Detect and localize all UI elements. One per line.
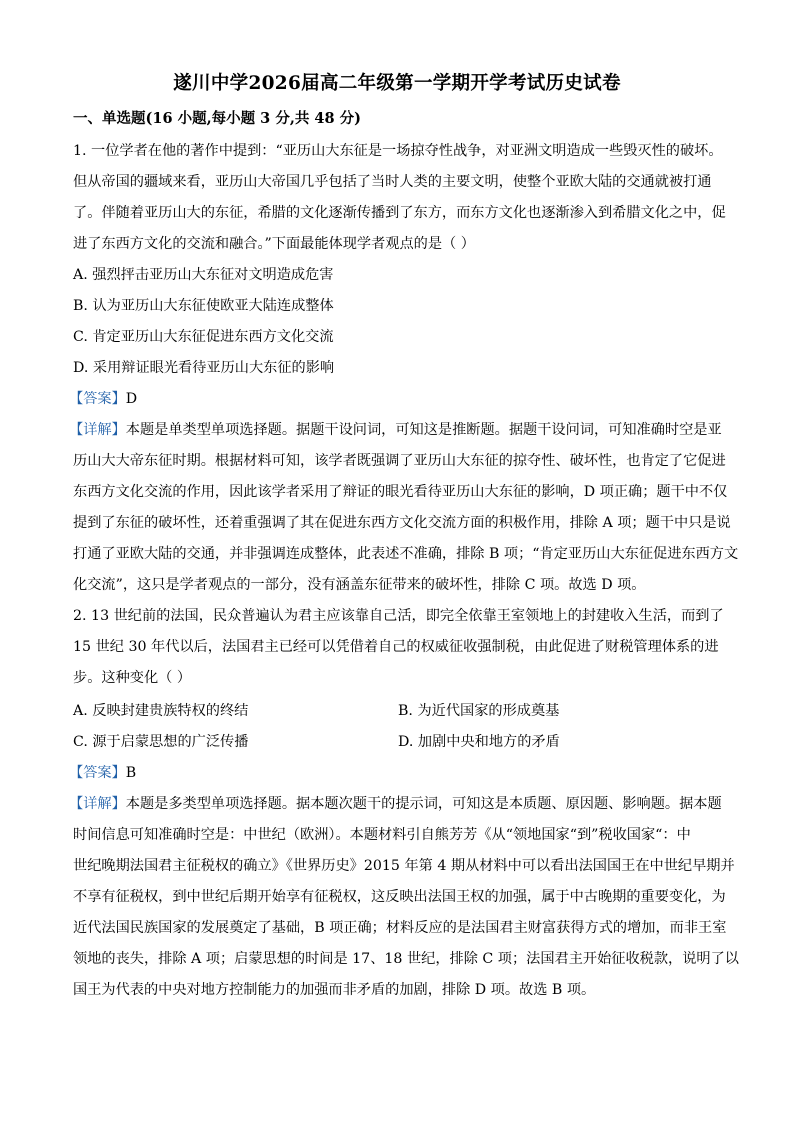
q1-stem-line-1: 1. 一位学者在他的著作中提到：“亚历山大东征是一场掠夺性战争，对亚洲文明造成一些毁灭性的破坏。: [73, 143, 723, 159]
q1-option-a: A. 强烈抨击亚历山大东征对文明造成危害: [73, 267, 334, 283]
q2-explain-line-1: [69, 794, 722, 814]
q2-explain-line-5: 近代法国民族国家的发展奠定了基础，B 项正确；材料反应的是法国君主财富获得方式的增加，而非王室: [73, 920, 727, 936]
q1-option-c: C. 肯定亚历山大东征促进东西方文化交流: [73, 329, 334, 345]
explain-tag: 【详解】: [69, 796, 126, 812]
q2-explain-line-6: 领地的丧失，排除 A 项；启蒙思想的时间是 17、18 世纪，排除 C 项；法国君主开始征收税款，说明了以: [73, 951, 739, 967]
q1-explain-line-4: 提到了东征的破坏性，还着重强调了其在促进东西方文化交流方面的积极作用，排除 A 项；题干中只是说: [73, 515, 731, 531]
q2-option-d: D. 加剧中央和地方的矛盾: [398, 734, 560, 750]
q1-stem-line-4: 进了东西方文化的交流和融合。”下面最能体现学者观点的是（ ）: [73, 236, 475, 252]
explain-text: 本题是单类型单项选择题。据题干设问词，可知这是推断题。据题干设问词，可知准确时空是亚: [125, 422, 722, 438]
q1-stem-line-3: 了。伴随着亚历山大的东征，希腊的文化逐渐传播到了东方，而东方文化也逐渐渗入到希腊文化之中，促: [73, 205, 726, 221]
q2-explain-line-7: 国王为代表的中央对地方控制能力的加强而非矛盾的加剧，排除 D 项。故选 B 项。: [73, 982, 596, 998]
explain-text: 本题是多类型单项选择题。据本题次题干的提示词，可知这是本质题、原因题、影响题。据本题: [125, 796, 722, 812]
q1-explain-line-2: 历山大大帝东征时期。根据材料可知，该学者既强调了亚历山大东征的掠夺性、破坏性，也肯定了它促进: [73, 453, 726, 469]
q2-explain-line-4: 不享有征税权，到中世纪后期开始享有征税权，这反映出法国王权的加强，属于中古晚期的重要变化，为: [73, 889, 726, 905]
page-title: 遂川中学2026届高二年级第一学期开学考试历史试卷: [173, 73, 621, 94]
answer-tag: 【答案】: [69, 391, 126, 407]
answer-tag: 【答案】: [69, 765, 126, 781]
q2-stem-line-1: 2. 13 世纪前的法国，民众普遍认为君主应该靠自己活，即完全依靠王室领地上的封建收入生活，而到了: [73, 608, 724, 624]
q2-answer: [69, 763, 136, 783]
q2-explain-line-2: 时间信息可知准确时空是：中世纪（欧洲）。本题材料引自熊芳芳《从“领地国家“到”税收国家“：中: [73, 827, 691, 843]
q1-explain-line-1: [69, 420, 722, 440]
section-heading: 一、单选题(16 小题,每小题 3 分,共 48 分): [73, 110, 362, 127]
q1-explain-line-6: 化交流”，这只是学者观点的一部分，没有涵盖东征带来的破坏性，排除 C 项。故选 D 项。: [73, 577, 646, 593]
q1-stem-line-2: 但从帝国的疆域来看，亚历山大帝国几乎包括了当时人类的主要文明，使整个亚欧大陆的交通就被打通: [73, 174, 712, 190]
q2-option-b: B. 为近代国家的形成奠基: [398, 703, 560, 719]
q1-answer: [69, 389, 137, 409]
q2-explain-line-3: 世纪晚期法国君主征税权的确立》《世界历史》2015 年第 4 期从材料中可以看出法国国王在中世纪早期并: [73, 858, 735, 874]
q2-option-a: A. 反映封建贵族特权的终结: [73, 703, 249, 719]
q1-option-b: B. 认为亚历山大东征使欧亚大陆连成整体: [73, 298, 334, 314]
q1-option-d: D. 采用辩证眼光看待亚历山大东征的影响: [73, 360, 335, 376]
q1-explain-line-3: 东西方文化交流的作用，因此该学者采用了辩证的眼光看待亚历山大东征的影响，D 项正确；题干中不仅: [73, 484, 728, 500]
q2-stem-line-2: 15 世纪 30 年代以后，法国君主已经可以凭借着自己的权威征收强制税，由此促进了财税管理体系的进: [73, 639, 719, 655]
q2-stem-line-3: 步。这种变化（ ）: [73, 670, 192, 686]
answer-value: B: [125, 765, 137, 781]
q2-option-c: C. 源于启蒙思想的广泛传播: [73, 734, 249, 750]
explain-tag: 【详解】: [69, 422, 126, 438]
answer-value: D: [125, 391, 138, 407]
q1-explain-line-5: 打通了亚欧大陆的交通，并非强调连成整体，此表述不准确，排除 B 项；“肯定亚历山大东征促进东西方文: [73, 546, 739, 562]
